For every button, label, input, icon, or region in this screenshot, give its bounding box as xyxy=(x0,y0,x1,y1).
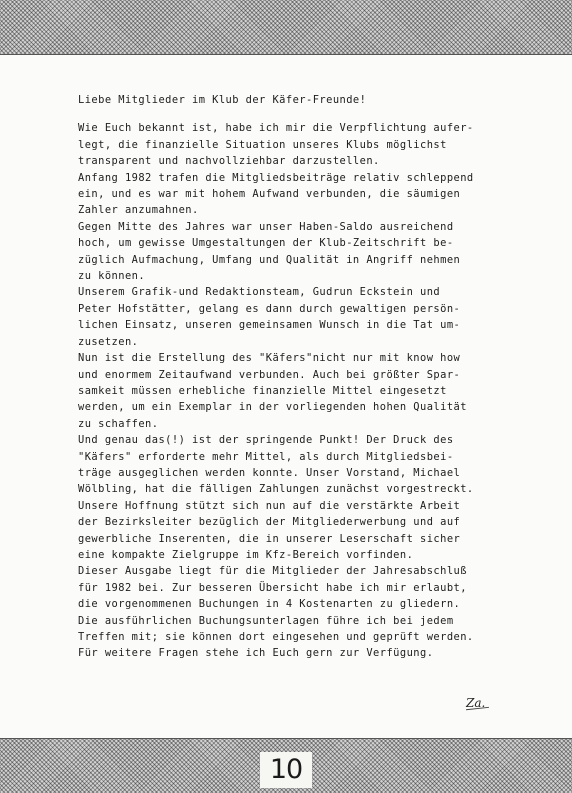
letter-line: legt, die finanzielle Situation unseres Klubs möglichst xyxy=(78,138,447,151)
letter-line: die vorgenommenen Buchungen in 4 Kostenarten zu gliedern. xyxy=(78,598,461,611)
letter-line: zu schaffen. xyxy=(78,417,159,430)
letter-line: transparent und nachvollziehbar darzustellen. xyxy=(78,155,380,168)
letter-line: samkeit müssen erhebliche finanzielle Mittel eingesetzt xyxy=(78,384,447,397)
letter-line: zu können. xyxy=(78,270,146,283)
page-number: 10 xyxy=(260,752,312,788)
letter-line: ein, und es war mit hohem Aufwand verbunden, die säumigen xyxy=(78,188,461,201)
letter-line: gewerbliche Inserenten, die in unserer Leserschaft sicher xyxy=(78,532,461,545)
letter-line: Wie Euch bekannt ist, habe ich mir die Verpflichtung aufer- xyxy=(78,122,474,135)
letter-line: Wölbling, hat die fälligen Zahlungen zunächst vorgestreckt. xyxy=(78,483,474,496)
letter-line: Nun ist die Erstellung des "Käfers"nicht nur mit know how xyxy=(78,352,461,365)
letter-line: Unserem Grafik-und Redaktionsteam, Gudrun Eckstein und xyxy=(78,286,441,299)
letter-line: "Käfers" erforderte mehr Mittel, als durch Mitgliedsbei- xyxy=(78,450,454,463)
top-dither-band xyxy=(0,0,572,55)
letter-line: zusetzen. xyxy=(78,335,139,348)
letter-line: hoch, um gewisse Umgestaltungen der Klub-Zeitschrift be- xyxy=(78,237,454,250)
letter-line: werden, um ein Exemplar in der vorliegenden hohen Qualität xyxy=(78,401,467,414)
letter-line: Für weitere Fragen stehe ich Euch gern zur Verfügung. xyxy=(78,647,434,660)
letter-line: träge ausgeglichen werden konnte. Unser Vorstand, Michael xyxy=(78,466,461,479)
letter-line: der Bezirksleiter bezüglich der Mitgliederwerbung und auf xyxy=(78,516,461,529)
signature: Za. xyxy=(466,696,486,710)
letter-line: Peter Hofstätter, gelang es dann durch gewaltigen persön- xyxy=(78,302,461,315)
letter-line: für 1982 bei. Zur besseren Übersicht habe ich mir erlaubt, xyxy=(78,581,467,594)
letter-line: Dieser Ausgabe liegt für die Mitglieder der Jahresabschluß xyxy=(78,565,467,578)
letter-line: züglich Aufmachung, Umfang und Qualität in Angriff nehmen xyxy=(78,253,461,266)
letter-line: Unsere Hoffnung stützt sich nun auf die verstärkte Arbeit xyxy=(78,499,461,512)
letter-line: Zahler anzumahnen. xyxy=(78,204,199,217)
letter-greeting: Liebe Mitglieder im Klub der Käfer-Freunde! xyxy=(78,94,367,106)
letter-line: Gegen Mitte des Jahres war unser Haben-Saldo ausreichend xyxy=(78,220,454,233)
letter-line: eine kompakte Zielgruppe im Kfz-Bereich vorfinden. xyxy=(78,548,414,561)
letter-body xyxy=(78,92,520,662)
letter-line: und enormem Zeitaufwand verbunden. Auch bei größter Spar- xyxy=(78,368,461,381)
letter-line: Treffen mit; sie können dort eingesehen und geprüft werden. xyxy=(78,631,474,643)
letter-line: Die ausführlichen Buchungsunterlagen führe ich bei jedem xyxy=(78,614,454,627)
letter-line: Anfang 1982 trafen die Mitgliedsbeiträge relativ schleppend xyxy=(78,171,474,184)
letter-line: Und genau das(!) ist der springende Punkt! Der Druck des xyxy=(78,434,454,447)
letter-line: lichen Einsatz, unseren gemeinsamen Wunsch in die Tat um- xyxy=(78,319,461,332)
letter-paragraph xyxy=(78,120,520,661)
